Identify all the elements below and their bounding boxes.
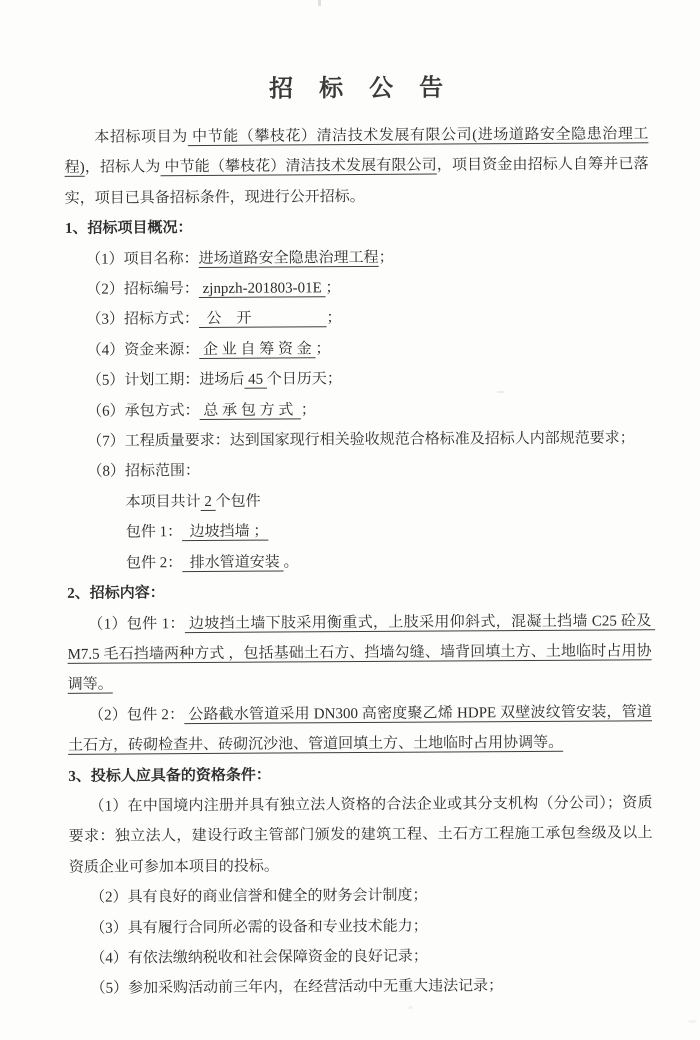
scan-speck [318, 0, 321, 6]
sec2-item-package2-content [68, 697, 652, 761]
item-label: （1）包件 1： [88, 615, 185, 633]
sec1-item-contract-method [66, 393, 650, 427]
section3-heading: 3、投标人应具备的资格条件： [68, 767, 271, 785]
package2-post: 。 [283, 554, 299, 571]
item-label: （4）资金来源： [86, 341, 200, 359]
item-suffix: ； [300, 401, 316, 419]
item-value: 进场道路安全隐患治理工程 [198, 249, 379, 267]
sec1-item-tender-method [65, 302, 649, 336]
item-label: （5）计划工期： [86, 372, 200, 389]
item-value: 公 开 [198, 310, 327, 328]
scan-speck [408, 1006, 413, 1009]
item-label: （3）招标方式： [86, 311, 200, 329]
item-suffix: 个日历天； [266, 371, 342, 388]
item-value: zjnpzh-201803-01E [198, 280, 326, 298]
sec1-item-tender-number [65, 271, 649, 305]
sec3-item-qualification-4: （4）有依法缴纳税收和社会保障资金的良好记录； [90, 948, 428, 967]
item-value: 边坡挡土墙下肢采用衡重式，上肢采用仰斜式，混凝土挡墙 C25 砼及 M7.5 毛石挡墙两种方式 ，包括基础土石方、挡墙勾缝、墙背回填土方、土地临时占用协调等。 [67, 612, 656, 694]
item-pre: 进场后 [199, 371, 245, 389]
package2-label: 包件 2： [125, 554, 183, 572]
doc-title: 招 标 公 告 [269, 75, 454, 103]
intro-tenderer-name: 中节能（攀枝花）清洁技术发展有限公司 [160, 157, 437, 176]
sec3-item-qualification-2: （2）具有良好的商业信誉和健全的财务会计制度； [89, 887, 428, 906]
item-suffix: ； [326, 310, 342, 327]
sec3-item-qualification-1: （1）在中国境内注册并具有独立法人资格的合法企业或其分支机构（分公司）；资质要求：独立法人，建设行政主管部门颁发的建筑工程、土石方工程施工承包叁级及以上资质企业可参加本项目的投标。 [68, 795, 653, 876]
item-label: （8）招标范围： [87, 463, 201, 481]
item-label: （2）招标编号： [86, 281, 199, 298]
item-suffix: ； [378, 249, 394, 266]
sec1-item-project-name [65, 241, 649, 275]
intro-separator: ， [84, 160, 101, 177]
intro-tenderer-label: 招标人为 [99, 159, 161, 177]
intro-tail: ，项目资金由招标人自筹并已落实，项目已具备招标条件，现进行公开招标。 [64, 156, 649, 207]
package1-label: 包件 1： [125, 524, 183, 541]
section1-heading: 1、招标项目概况： [64, 220, 193, 238]
package-count-pre: 本项目共计 [125, 493, 201, 511]
package2-line [67, 545, 651, 579]
item-suffix: ； [325, 280, 341, 297]
package2-value: 排水管道安装 [182, 554, 284, 571]
sec2-item-package1-content [67, 606, 656, 701]
intro-lead: 本招标项目为 [94, 129, 188, 146]
sec3-item-qualification-5: （5）参加采购活动前三年内，在经营活动中无重大违法记录； [90, 978, 504, 998]
item-value: 总 承 包 方 式 [199, 402, 301, 419]
scan-speck [688, 1020, 697, 1023]
sec1-item-schedule [66, 363, 650, 397]
package1-line [67, 515, 651, 549]
section2-heading: 2、招标内容： [67, 585, 165, 602]
sec3-item-qualification-3: （3）具有履行合同所必需的设备和专业技术能力； [90, 918, 428, 937]
intro-project-name: 中节能（攀枝花）清洁技术发展有限公司(进场道路安全隐患治理工程) [64, 126, 649, 177]
package-count-post: 个包件 [215, 493, 261, 510]
intro-paragraph [64, 119, 649, 214]
item-label: （2）包件 2： [88, 706, 185, 724]
item-value: 45 [244, 371, 267, 388]
document-content [64, 70, 654, 1004]
sec1-item-tender-scope [66, 454, 650, 488]
sec1-item-quality-requirement [66, 423, 650, 457]
package1-value: 边坡挡墙 ； [182, 523, 269, 541]
item-suffix: ； [315, 341, 331, 358]
item-value: 公路截水管道采用 DN300 高密度聚乙烯 HDPE 双壁波纹管安装，管道土石方，砖砌检查井、砖砌沉沙池、管道回填土方、土地临时占用协调等。 [68, 703, 652, 754]
item-pre: 达到国家现行相关验收规范合格标准及招标人内部规范要求； [229, 430, 635, 449]
item-label: （7）工程质量要求： [87, 432, 230, 450]
sec1-item-fund-source [66, 332, 650, 366]
item-label: （6）承包方式： [87, 402, 200, 420]
item-label: （1）项目名称： [86, 250, 199, 268]
item-value: 企 业 自 筹 资 金 [199, 341, 316, 358]
package-count-value: 2 [200, 493, 216, 510]
package-count-line [67, 484, 651, 518]
